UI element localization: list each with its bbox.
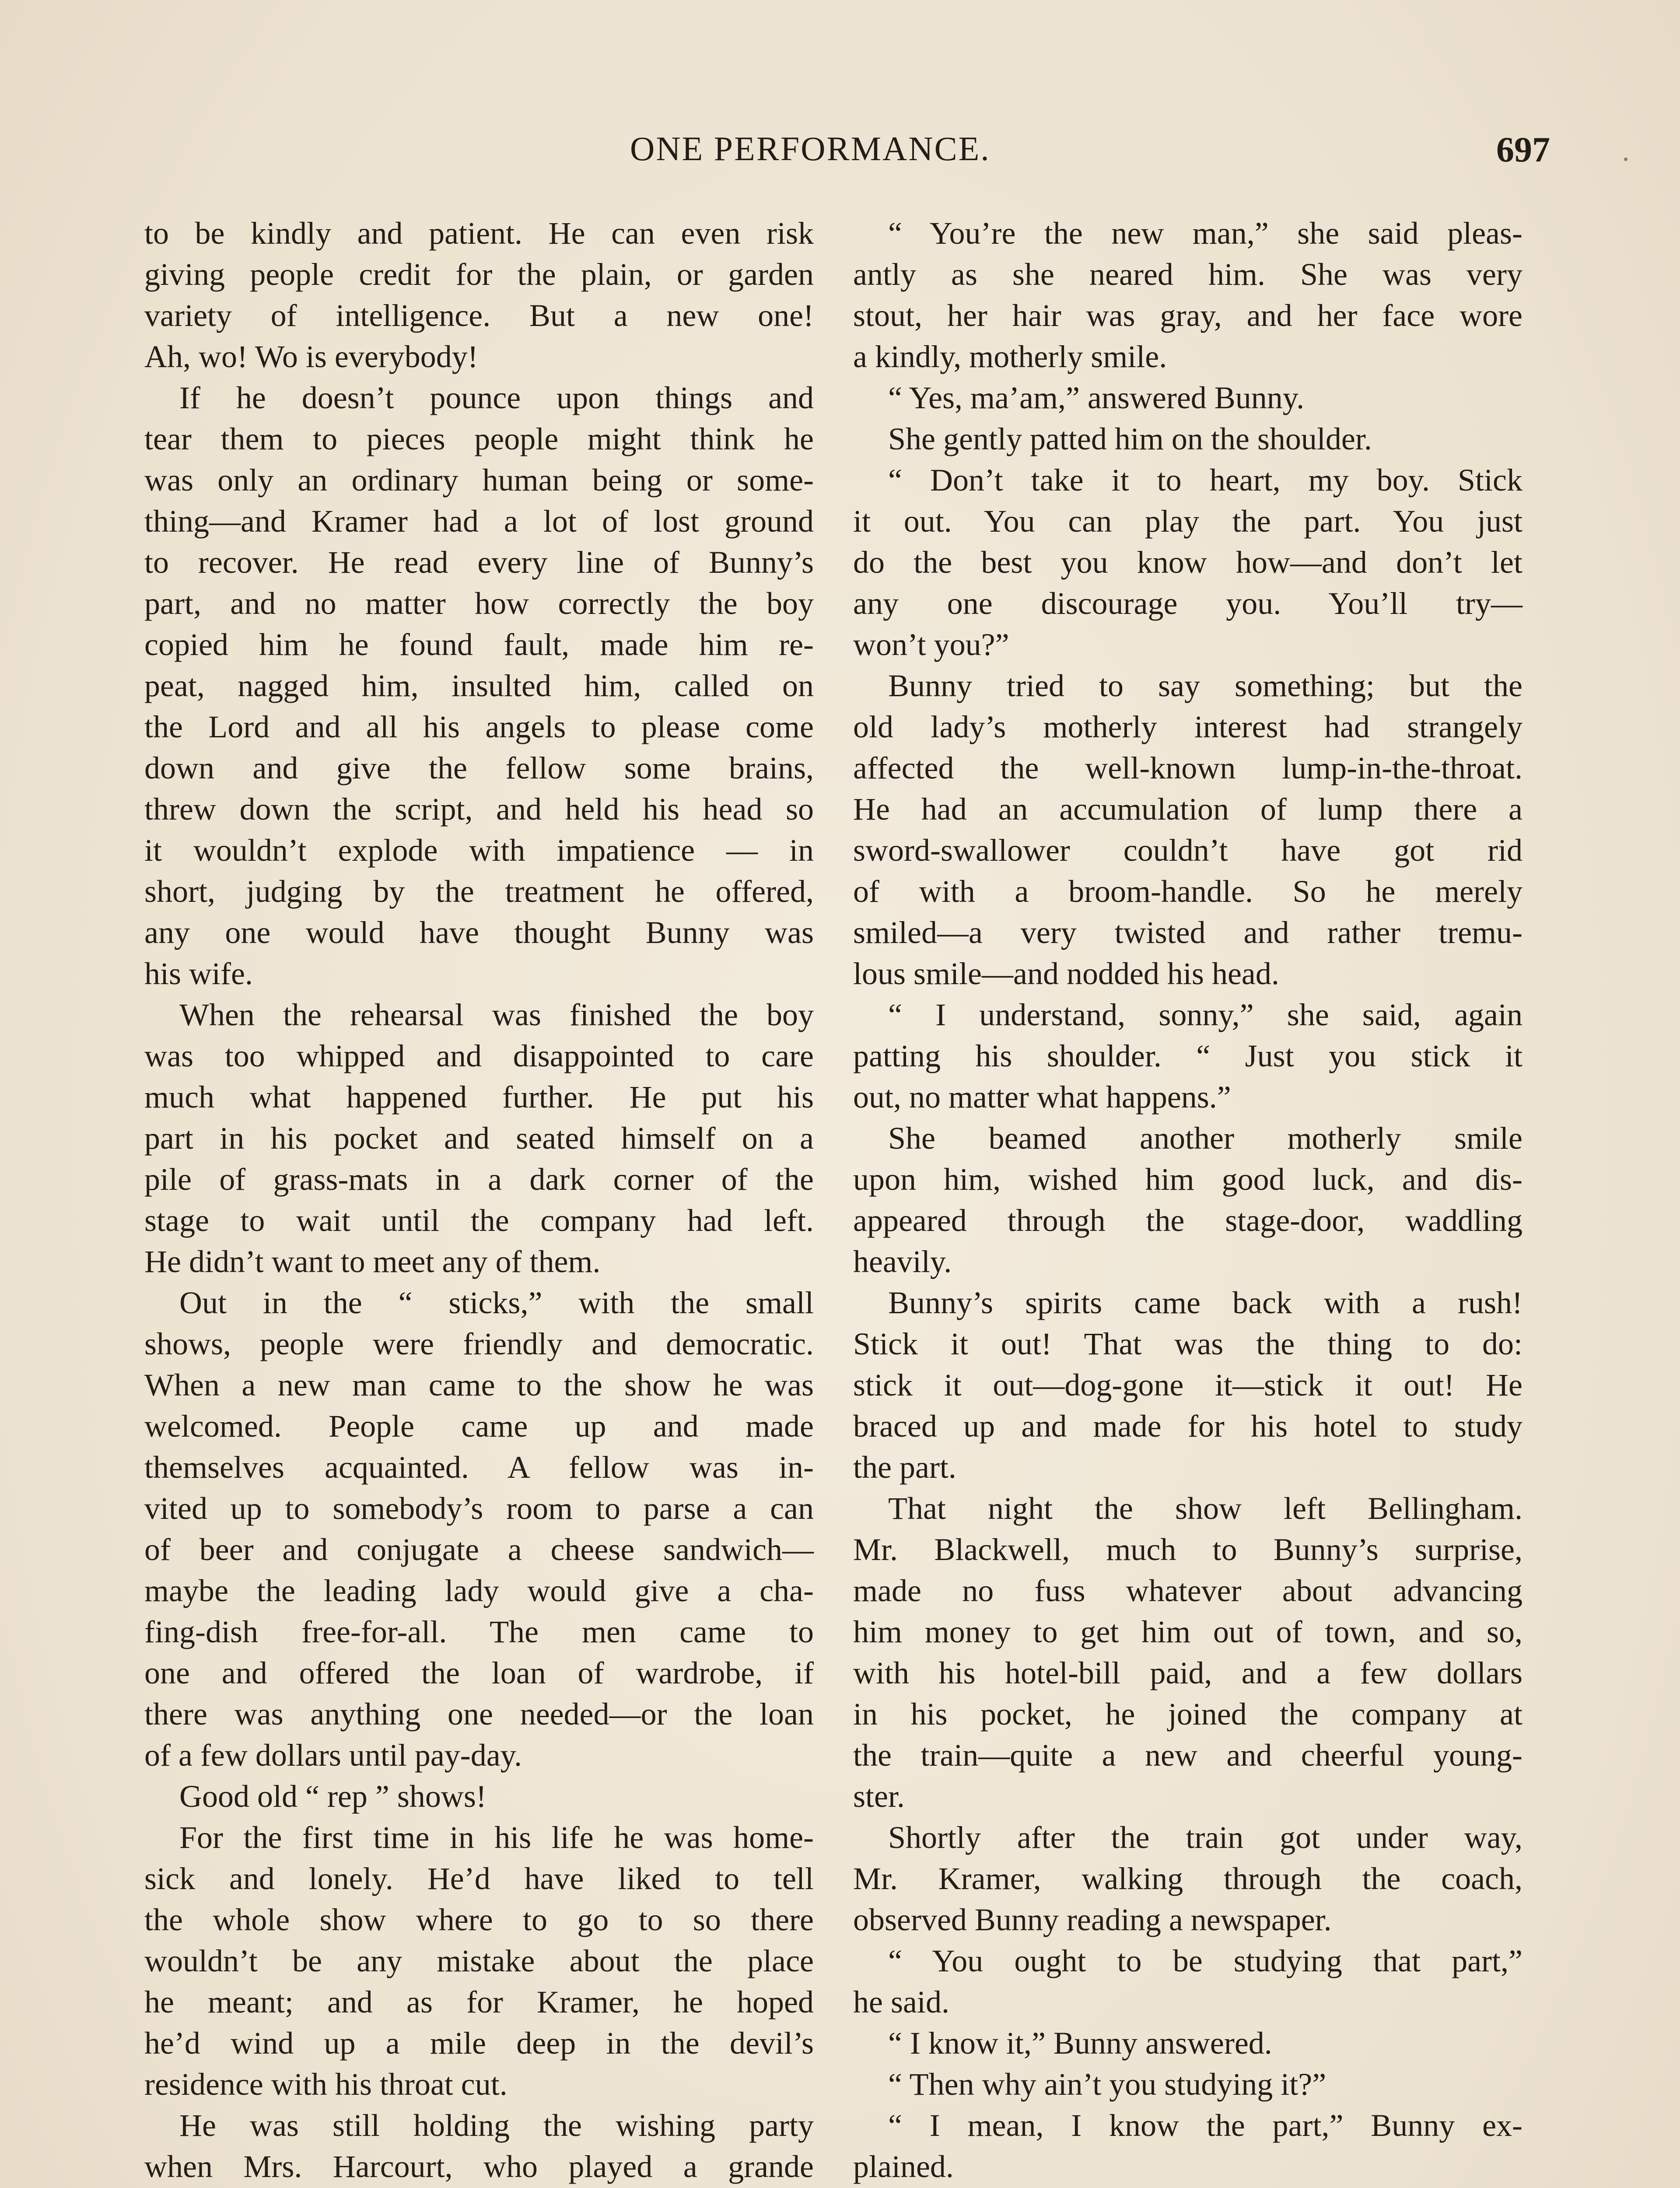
running-head: ONE PERFORMANCE.	[630, 130, 990, 168]
text-line: of beer and conjugate a cheese sandwich—	[144, 1532, 814, 1567]
text-line: made no fuss whatever about advancing	[853, 1573, 1522, 1608]
text-line: he’d wind up a mile deep in the devil’s	[144, 2026, 814, 2061]
text-line: “ You’re the new man,” she said pleas-	[888, 216, 1522, 251]
text-line: maybe the leading lady would give a cha-	[144, 1573, 814, 1608]
text-line: of a few dollars until pay-day.	[144, 1738, 522, 1773]
text-line: stick it out—dog-gone it—stick it out! He	[853, 1368, 1522, 1403]
text-line: stage to wait until the company had left.	[144, 1203, 814, 1238]
text-line: For the first time in his life he was home-	[179, 1820, 814, 1855]
text-line: part in his pocket and seated himself on a	[144, 1121, 814, 1156]
text-line: plained.	[853, 2149, 954, 2184]
text-line: Shortly after the train got under way,	[888, 1820, 1522, 1855]
text-line: tear them to pieces people might think he	[144, 421, 814, 456]
text-line: his wife.	[144, 956, 253, 991]
text-line: themselves acquainted. A fellow was in-	[144, 1450, 814, 1485]
text-line: sword-swallower couldn’t have got rid	[853, 833, 1522, 868]
text-line: “ I understand, sonny,” she said, again	[888, 997, 1522, 1032]
text-line: lous smile—and nodded his head.	[853, 956, 1279, 991]
text-line: do the best you know how—and don’t let	[853, 545, 1522, 580]
text-line: it wouldn’t explode with impatience — in	[144, 833, 814, 868]
text-line: sick and lonely. He’d have liked to tell	[144, 1861, 814, 1896]
text-line: fing-dish free-for-all. The men came to	[144, 1614, 814, 1649]
text-line: he meant; and as for Kramer, he hoped	[144, 1985, 814, 2020]
text-line: copied him he found fault, made him re-	[144, 627, 814, 662]
text-line: shows, people were friendly and democratic.	[144, 1326, 814, 1361]
text-line: giving people credit for the plain, or garden	[144, 257, 814, 292]
text-line: Stick it out! That was the thing to do:	[853, 1326, 1522, 1361]
text-line: the Lord and all his angels to please come	[144, 709, 814, 744]
text-line: “ You ought to be studying that part,”	[888, 1943, 1522, 1978]
text-line: out, no matter what happens.”	[853, 1080, 1231, 1115]
text-line: smiled—a very twisted and rather tremu-	[853, 915, 1522, 950]
text-line: He didn’t want to meet any of them.	[144, 1244, 601, 1279]
text-line: residence with his throat cut.	[144, 2067, 508, 2102]
text-line: stout, her hair was gray, and her face wore	[853, 298, 1522, 333]
text-line: Bunny’s spirits came back with a rush!	[888, 1285, 1522, 1320]
text-line: the train—quite a new and cheerful young-	[853, 1738, 1522, 1773]
text-line: Bunny tried to say something; but the	[888, 668, 1522, 703]
text-line: it out. You can play the part. You just	[853, 504, 1522, 539]
paper-speck	[1624, 158, 1628, 161]
page-header	[0, 129, 1680, 190]
text-line: to recover. He read every line of Bunny’s	[144, 545, 814, 580]
text-line: antly as she neared him. She was very	[853, 257, 1522, 292]
text-line: “ I mean, I know the part,” Bunny ex-	[888, 2108, 1522, 2143]
text-line: he said.	[853, 1985, 949, 2020]
text-line: patting his shoulder. “ Just you stick it	[853, 1038, 1522, 1073]
text-line: old lady’s motherly interest had strangely	[853, 709, 1522, 744]
text-line: short, judging by the treatment he offered,	[144, 874, 814, 909]
text-line: He was still holding the wishing party	[179, 2108, 814, 2143]
text-line: upon him, wished him good luck, and dis-	[853, 1162, 1522, 1197]
text-line: She beamed another motherly smile	[888, 1121, 1522, 1156]
text-line: the whole show where to go to so there	[144, 1902, 814, 1937]
text-line: one and offered the loan of wardrobe, if	[144, 1655, 814, 1690]
text-line: welcomed. People came up and made	[144, 1409, 814, 1444]
text-line: wouldn’t be any mistake about the place	[144, 1943, 814, 1978]
text-line: in his pocket, he joined the company at	[853, 1697, 1522, 1732]
text-line: appeared through the stage-door, waddling	[853, 1203, 1522, 1238]
text-line: of with a broom-handle. So he merely	[853, 874, 1522, 909]
text-line: was too whipped and disappointed to care	[144, 1038, 814, 1073]
text-line: any one would have thought Bunny was	[144, 915, 814, 950]
text-line: any one discourage you. You’ll try—	[853, 586, 1522, 621]
text-line: “ Don’t take it to heart, my boy. Stick	[888, 463, 1522, 498]
text-line: Mr. Blackwell, much to Bunny’s surprise,	[853, 1532, 1522, 1567]
text-line: When a new man came to the show he was	[144, 1368, 814, 1403]
text-line: “ Then why ain’t you studying it?”	[888, 2067, 1326, 2102]
text-line: braced up and made for his hotel to study	[853, 1409, 1522, 1444]
text-line: observed Bunny reading a newspaper.	[853, 1902, 1332, 1937]
text-line: pile of grass-mats in a dark corner of the	[144, 1162, 814, 1197]
text-line: him money to get him out of town, and so,	[853, 1614, 1522, 1649]
text-line: heavily.	[853, 1244, 952, 1279]
text-line: “ I know it,” Bunny answered.	[888, 2026, 1272, 2061]
text-line: when Mrs. Harcourt, who played a grande	[144, 2149, 814, 2184]
text-line: there was anything one needed—or the loan	[144, 1697, 814, 1732]
text-line: was only an ordinary human being or some-	[144, 463, 814, 498]
text-line: He had an accumulation of lump there a	[853, 792, 1522, 827]
text-line: When the rehearsal was finished the boy	[179, 997, 814, 1032]
text-line: Ah, wo! Wo is everybody!	[144, 339, 478, 374]
text-line: threw down the script, and held his head so	[144, 792, 814, 827]
text-line: “ Yes, ma’am,” answered Bunny.	[888, 380, 1305, 415]
text-line: ster.	[853, 1779, 905, 1814]
text-line: a kindly, motherly smile.	[853, 339, 1167, 374]
text-line: part, and no matter how correctly the boy	[144, 586, 814, 621]
text-line: with his hotel-bill paid, and a few dollars	[853, 1655, 1522, 1690]
text-line: Out in the “ sticks,” with the small	[179, 1285, 814, 1320]
text-line: affected the well-known lump-in-the-throat.	[853, 750, 1522, 785]
text-line: the part.	[853, 1450, 956, 1485]
text-line: won’t you?”	[853, 627, 1009, 662]
text-line: If he doesn’t pounce upon things and	[179, 380, 814, 415]
text-line: much what happened further. He put his	[144, 1080, 814, 1115]
text-line: She gently patted him on the shoulder.	[888, 421, 1372, 456]
text-line: variety of intelligence. But a new one!	[144, 298, 814, 333]
text-line: Good old “ rep ” shows!	[179, 1779, 486, 1814]
text-line: thing—and Kramer had a lot of lost ground	[144, 504, 814, 539]
text-line: peat, nagged him, insulted him, called on	[144, 668, 814, 703]
left-text-column	[144, 213, 814, 2188]
right-text-column	[853, 213, 1522, 2188]
text-line: Mr. Kramer, walking through the coach,	[853, 1861, 1522, 1896]
page-number: 697	[1496, 130, 1550, 169]
text-line: to be kindly and patient. He can even risk	[144, 216, 814, 251]
text-line: That night the show left Bellingham.	[888, 1491, 1522, 1526]
text-line: down and give the fellow some brains,	[144, 750, 814, 785]
text-line: vited up to somebody’s room to parse a can	[144, 1491, 814, 1526]
